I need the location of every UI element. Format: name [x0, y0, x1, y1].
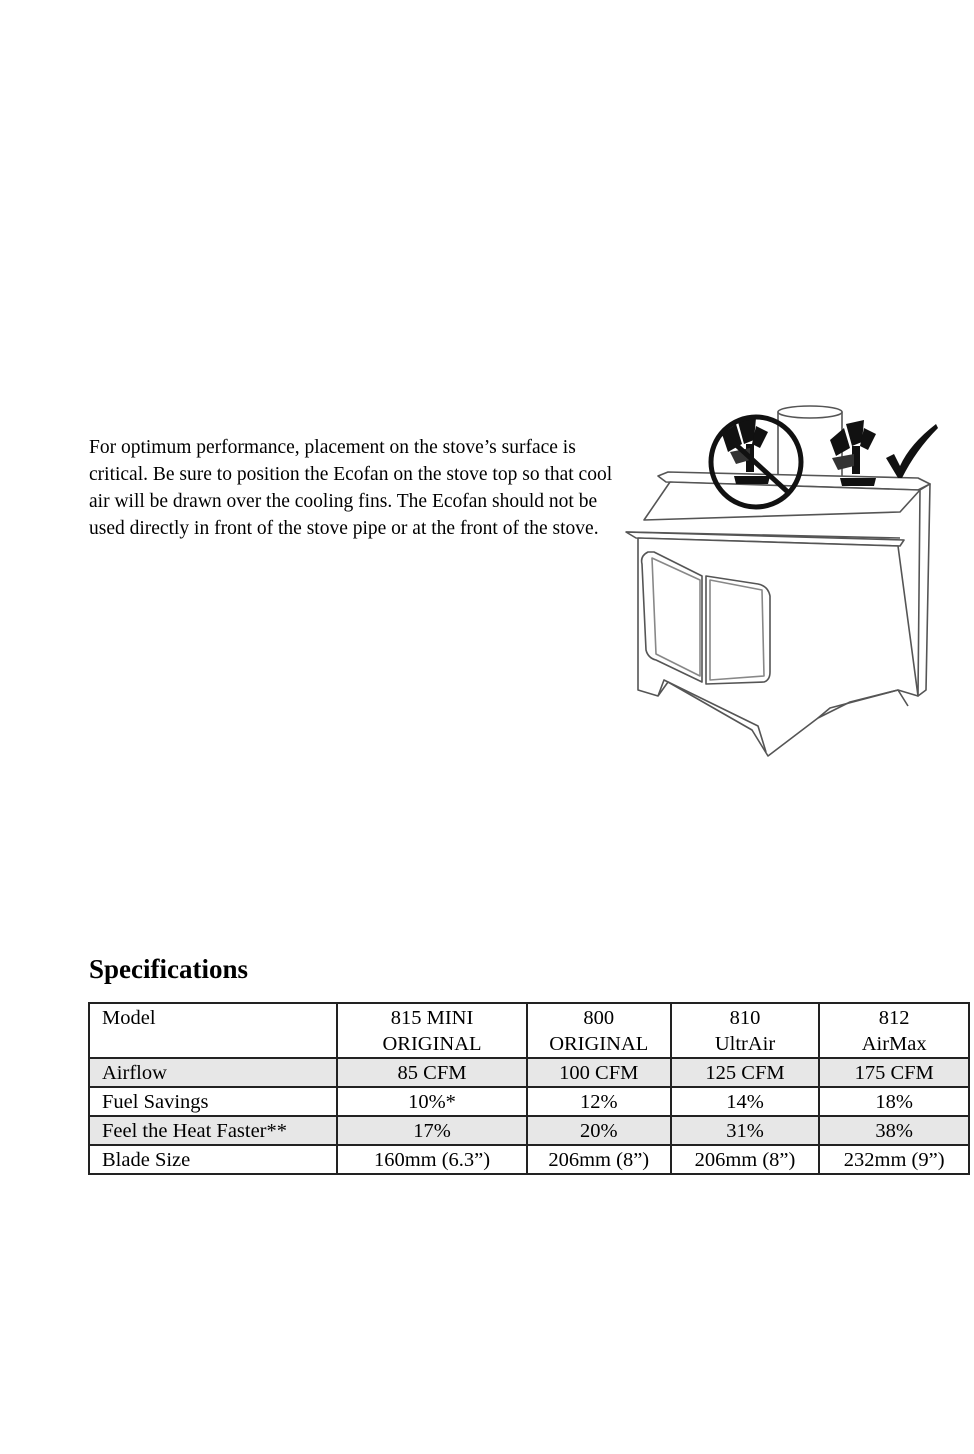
- placement-instructions: For optimum performance, placement on the stove’s surface is critical. Be sure to position the Ecofan on the stove top so that cool air will be drawn over the cooling fins. The Ecofan should not be used directly in front of the stove pipe or at the front of the stove.: [89, 437, 613, 539]
- table-cell: 125 CFM: [671, 1058, 820, 1087]
- table-cell: 100 CFM: [527, 1058, 671, 1087]
- checkmark-icon: [886, 424, 938, 478]
- specifications-table: [88, 1002, 970, 1175]
- row-label: Airflow: [89, 1058, 337, 1087]
- row-label: Blade Size: [89, 1145, 337, 1174]
- model-812: 812 AirMax: [819, 1003, 969, 1058]
- model-800: 800 ORIGINAL: [527, 1003, 671, 1058]
- table-header-row: [89, 1003, 969, 1058]
- table-row: [89, 1145, 969, 1174]
- table-cell: 232mm (9”): [819, 1145, 969, 1174]
- table-cell: 206mm (8”): [671, 1145, 820, 1174]
- table-cell: 38%: [819, 1116, 969, 1145]
- model-810: 810 UltrAir: [671, 1003, 820, 1058]
- table-cell: 18%: [819, 1087, 969, 1116]
- table-cell: 206mm (8”): [527, 1145, 671, 1174]
- model-815: 815 MINI ORIGINAL: [337, 1003, 527, 1058]
- row-label: Fuel Savings: [89, 1087, 337, 1116]
- specifications-heading: Specifications: [89, 954, 248, 984]
- table-cell: 12%: [527, 1087, 671, 1116]
- header-label: Model: [89, 1003, 337, 1058]
- table-cell: 85 CFM: [337, 1058, 527, 1087]
- stove-placement-illustration: [618, 400, 968, 765]
- table-cell: 14%: [671, 1087, 820, 1116]
- table-cell: 160mm (6.3”): [337, 1145, 527, 1174]
- table-cell: 17%: [337, 1116, 527, 1145]
- table-row: [89, 1116, 969, 1145]
- table-cell: 20%: [527, 1116, 671, 1145]
- row-label: Feel the Heat Faster**: [89, 1116, 337, 1145]
- table-row: [89, 1087, 969, 1116]
- table-row: [89, 1058, 969, 1087]
- table-cell: 31%: [671, 1116, 820, 1145]
- table-cell: 10%*: [337, 1087, 527, 1116]
- table-cell: 175 CFM: [819, 1058, 969, 1087]
